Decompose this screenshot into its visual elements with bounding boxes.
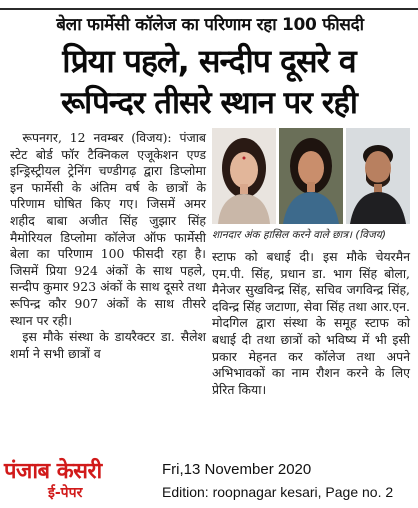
body-paragraph-2: इस मौके संस्था के डायरैक्टर डा. सैलेश शर्मा ने सभी छात्रों व <box>10 329 206 361</box>
body-paragraph-3: स्टाफ को बधाई दी। इस मौके चेयरमैन एम.पी. सिंह, प्रधान डा. भाग सिंह बोला, मैनेजर सुखविन्द्र सिंह, सचिव जगविन्द्र सिंह, दविन्द्र सिंह जटाणा, सेवा सिंह तथा आर.एन. मोदगिल द्वारा संस्था के समूह स्टाफ को बधाई दी तथा छात्रों को भविष्य में भी इसी प्रकार मेहनत कर कॉलेज तथा अपने अभिभावकों का नाम रौशन करने के लिए प्रेरित किया। <box>212 249 410 397</box>
top-border-strip <box>0 0 418 10</box>
logo-title: पंजाब केसरी <box>4 459 102 484</box>
epaper-footer <box>0 450 418 508</box>
student-photo-sandeep <box>279 128 343 224</box>
student-photo-priya <box>212 128 276 224</box>
body-paragraph-1: रूपनगर, 12 नवम्बर (विजय): पंजाब स्टेट बोर्ड फॉर टैक्निकल एजूकेशन एण्ड इन्ड्रिस्ट्रीयल ट्रेनिंग चण्डीगढ़ द्वारा डिप्लोमा इन फार्मेसी के अंतिम वर्ष के छात्रों के परिणाम घोषित किए गए। जिसमें अमर शहीद बाबा अजीत सिंह जुझार सिंह मैमोरियल डिप्लोमा कॉलेज ऑफ फार्मेसी बेला का परिणाम 100 फीसदी रहा है। जिसमें प्रिया 924 अंकों के साथ पहले, सन्दीप कुमार 923 अंकों के साथ दूसरे तथा रूपिन्द्र कौर 907 अंकों के साथ तीसरे स्थान पर रही। <box>10 130 206 328</box>
portrait-image <box>346 128 410 224</box>
student-photo-rupinder <box>346 128 410 224</box>
logo-subtitle: ई-पेपर <box>48 485 83 501</box>
top-rule <box>0 8 418 10</box>
article-body-right-column <box>212 249 410 445</box>
headline-line-1: प्रिया पहले, सन्दीप दूसरे व <box>62 42 356 80</box>
photo-caption: शानदार अंक हासिल करने वाले छात्र। (विजय) <box>212 229 386 241</box>
article-body-left-column <box>10 130 206 445</box>
edition-date: Fri,13 November 2020 <box>162 461 312 478</box>
student-photos <box>212 128 410 224</box>
portrait-image <box>212 128 276 224</box>
portrait-image <box>279 128 343 224</box>
headline-line-2: रूपिन्दर तीसरे स्थान पर रही <box>61 85 357 121</box>
article-kicker: बेला फार्मेसी कॉलेज का परिणाम रहा 100 फीसदी <box>56 15 364 35</box>
punjab-kesari-logo <box>4 460 154 502</box>
edition-info: Edition: roopnagar kesari, Page no. 2 <box>162 484 394 500</box>
